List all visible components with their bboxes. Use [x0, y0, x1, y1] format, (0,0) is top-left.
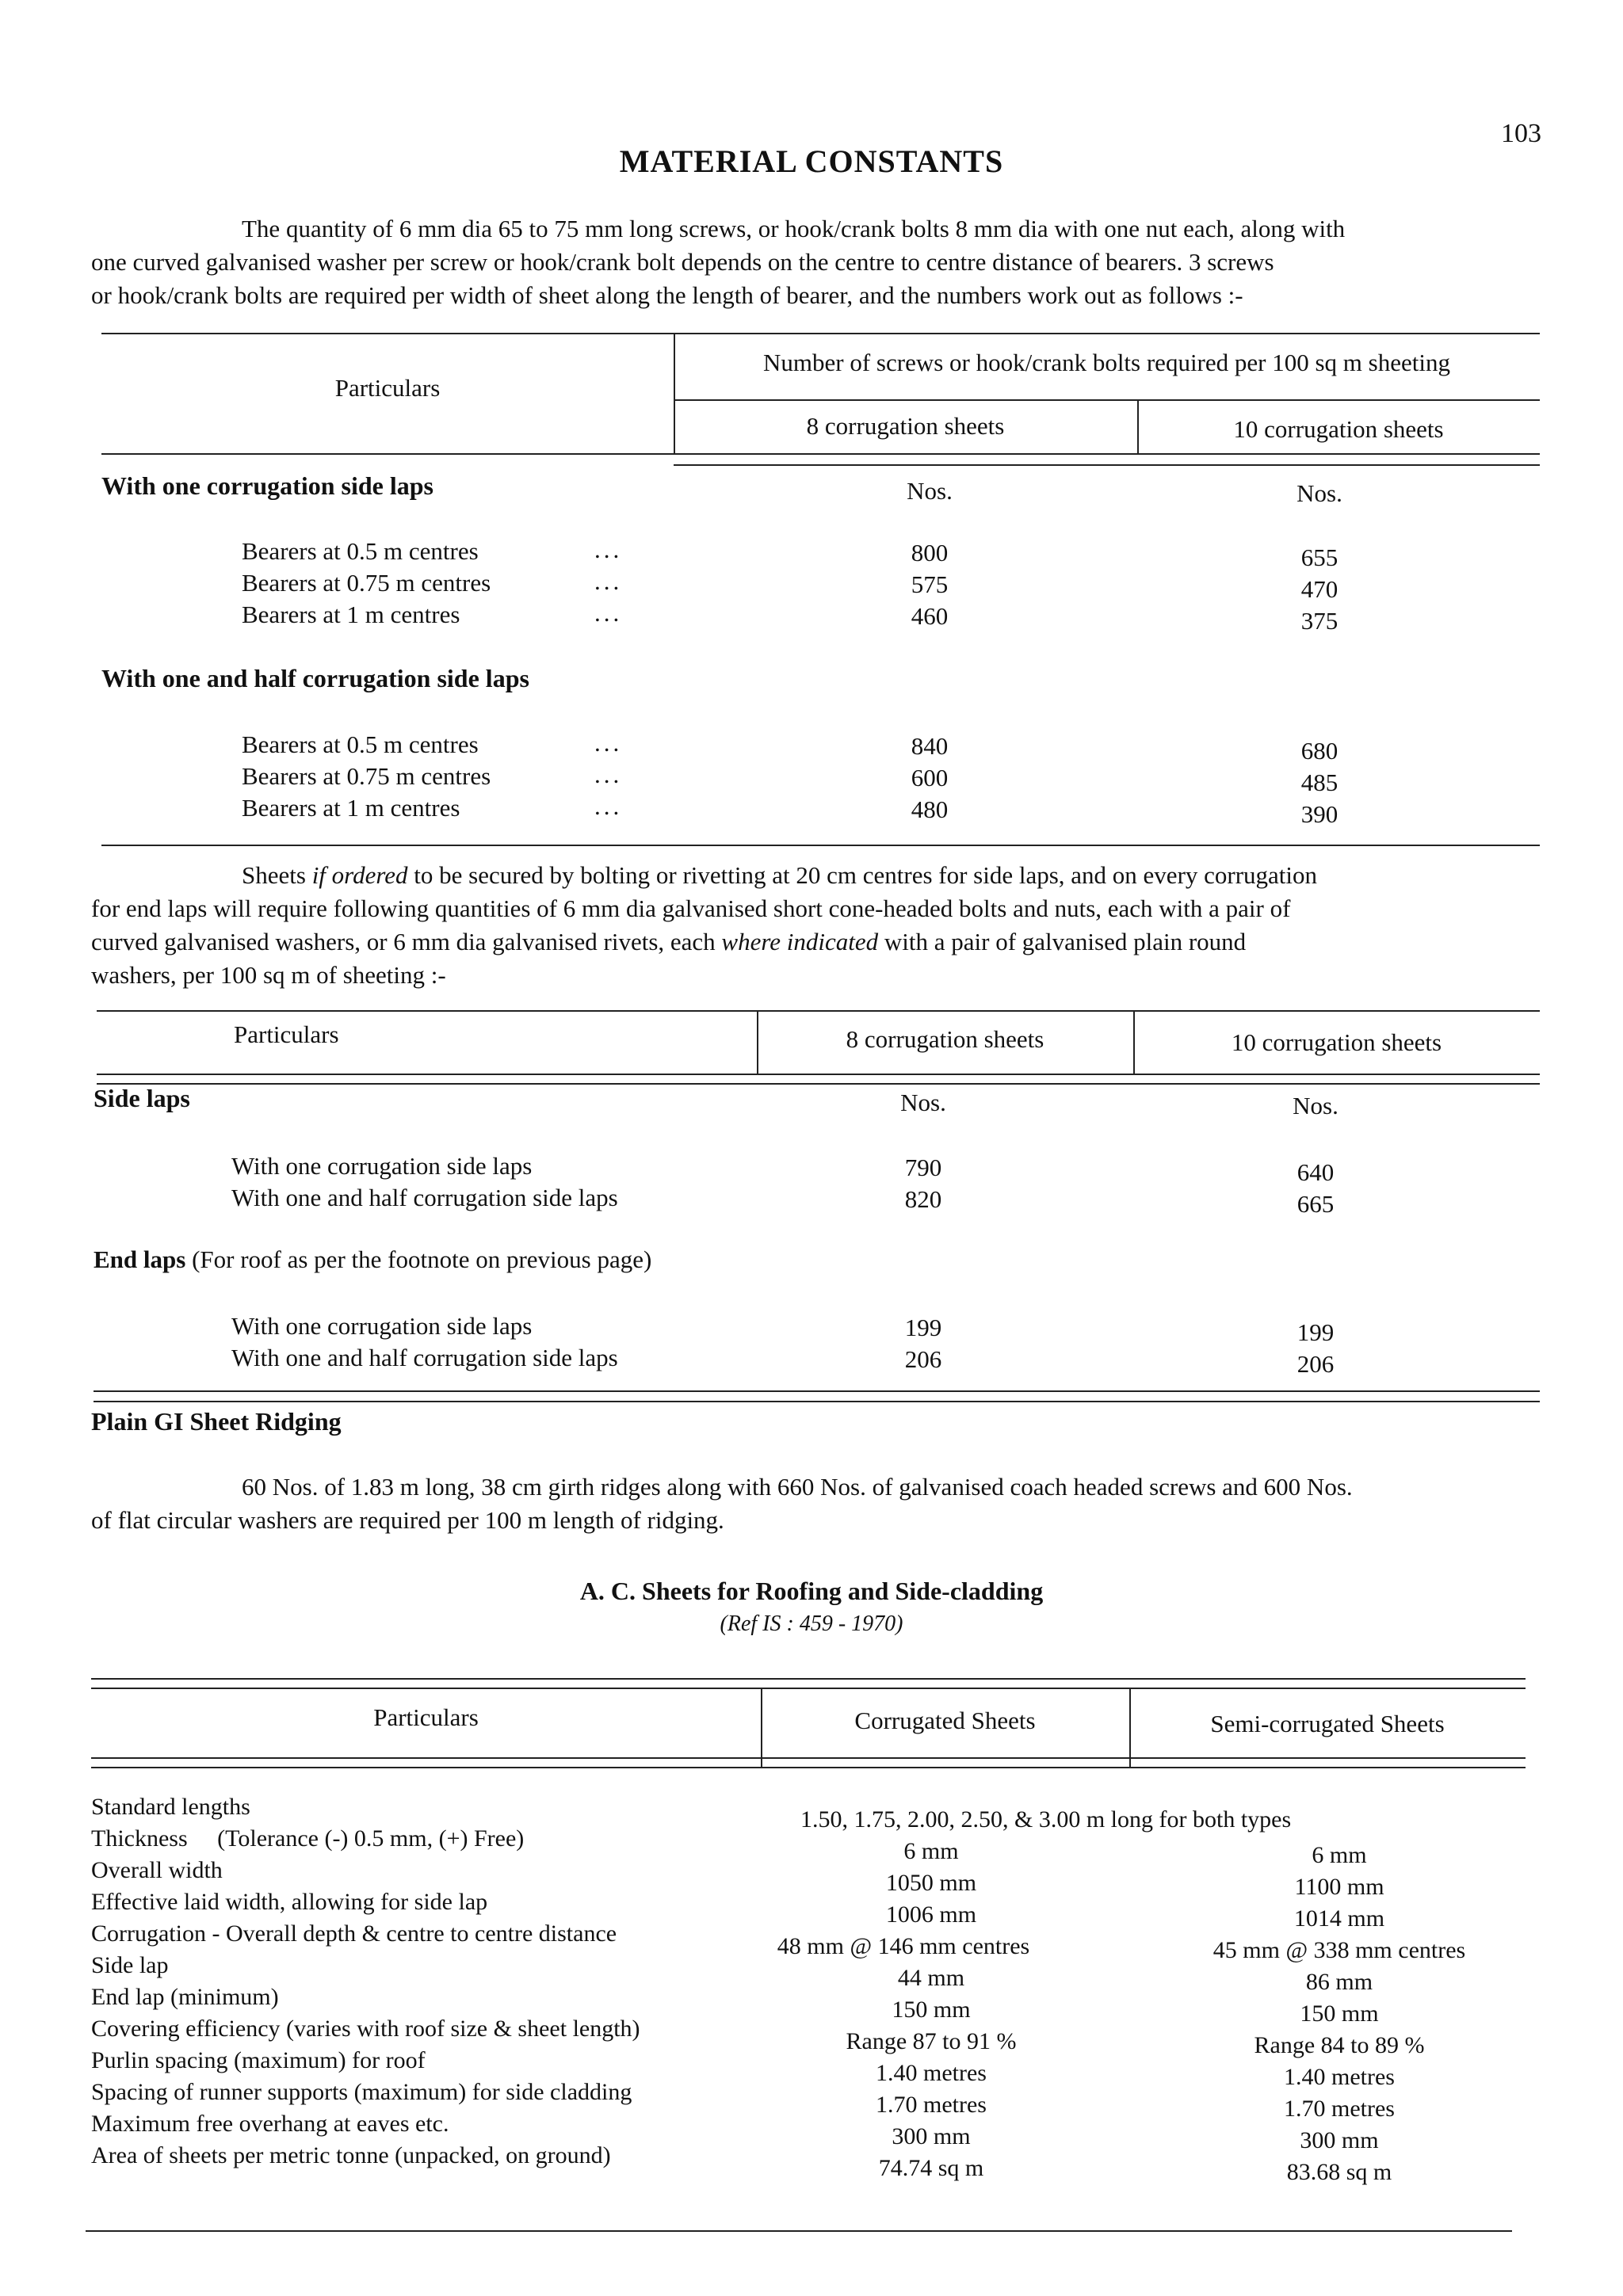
spec-value-col2: 1.40 metres — [1284, 2064, 1395, 2090]
row-label: Bearers at 0.75 m centres — [242, 569, 491, 597]
intro-paragraph — [91, 212, 1541, 312]
row-value-col1: 790 — [904, 1154, 942, 1181]
spec-value-col1: 1006 mm — [885, 1901, 977, 1928]
row-value-col1: 575 — [911, 570, 949, 598]
spec-value-col2: 83.68 sq m — [1286, 2159, 1392, 2185]
page-title: MATERIAL CONSTANTS — [619, 143, 1004, 179]
table2-end-laps-title: End laps — [94, 1245, 186, 1273]
spec-value-col2: 300 mm — [1300, 2127, 1379, 2153]
row-dots: ... — [594, 567, 623, 595]
row-label: With one corrugation side laps — [231, 1312, 533, 1340]
row-dots: ... — [594, 729, 623, 757]
spec-label: End lap (minimum) — [91, 1984, 279, 2010]
spec-label: Side lap — [91, 1952, 169, 1978]
row-value-col1: 199 — [904, 1314, 942, 1341]
spec-label: Maximum free overhang at eaves etc. — [91, 2111, 449, 2137]
row-value-col2: 199 — [1296, 1318, 1335, 1346]
intro-line-3: or hook/crank bolts are required per width of sheet along the length of bearer, and the numbers work out as follows :- — [91, 281, 1243, 309]
para2-line-3: curved galvanised washers, or 6 mm dia galvanised rivets, each where indicated with a pair of galvanised plain round — [91, 928, 1247, 955]
intro-line-1: The quantity of 6 mm dia 65 to 75 mm long screws, or hook/crank bolts 8 mm dia with one nut each, along with — [242, 215, 1346, 242]
spec-value-col1: 1.40 metres — [876, 2060, 987, 2086]
table1-section-1-title: With one corrugation side laps — [101, 471, 433, 500]
row-value-col1: 600 — [911, 764, 949, 791]
spec-value-col2: 45 mm @ 338 mm centres — [1212, 1937, 1466, 1963]
row-value-col2: 375 — [1300, 607, 1338, 635]
spec-value-col2: 1.70 metres — [1284, 2096, 1395, 2122]
spec-value-col1: 1.70 metres — [876, 2092, 987, 2118]
table1-unit-col1: Nos. — [907, 477, 953, 505]
row-label: Bearers at 0.75 m centres — [242, 762, 491, 790]
table1-header-particulars: Particulars — [334, 374, 441, 402]
table2-unit-col2: Nos. — [1293, 1092, 1338, 1119]
ridging-heading: Plain GI Sheet Ridging — [91, 1407, 342, 1436]
row-value-col2: 485 — [1300, 769, 1338, 796]
row-value-col1: 206 — [904, 1345, 942, 1373]
spec-label: Covering efficiency (varies with roof size & sheet length) — [91, 2016, 640, 2042]
row-label: Bearers at 0.5 m centres — [242, 730, 479, 758]
spec-label: Spacing of runner supports (maximum) for side cladding — [91, 2079, 632, 2105]
row-value-col1: 840 — [911, 732, 949, 760]
row-dots: ... — [594, 599, 623, 627]
table2-header-col1: 8 corrugation sheets — [846, 1025, 1044, 1053]
ridging-line-2: of flat circular washers are required per 100 m length of ridging. — [91, 1506, 724, 1534]
page-number: 103 — [1501, 119, 1541, 148]
spec-value-col1: Range 87 to 91 % — [846, 2028, 1017, 2054]
table1-header-group: Number of screws or hook/crank bolts required per 100 sq m sheeting — [763, 349, 1450, 376]
paragraph-2 — [91, 859, 1541, 992]
ac-sheets-reference: (Ref IS : 459 - 1970) — [720, 1611, 903, 1636]
row-label: Bearers at 1 m centres — [242, 601, 460, 628]
ridging-paragraph — [91, 1470, 1541, 1537]
row-dots: ... — [594, 536, 623, 563]
row-value-col2: 390 — [1300, 800, 1338, 828]
table1-header-col2: 10 corrugation sheets — [1233, 415, 1444, 443]
spec-label: Thickness (Tolerance (-) 0.5 mm, (+) Free) — [91, 1825, 525, 1852]
row-value-col2: 655 — [1300, 543, 1338, 571]
row-label: With one and half corrugation side laps — [231, 1344, 618, 1371]
row-dots: ... — [594, 792, 623, 820]
row-dots: ... — [594, 761, 623, 788]
row-value-col1: 480 — [911, 795, 949, 823]
para2-line-2: for end laps will require following quantities of 6 mm dia galvanised short cone-headed bolts and nuts, each with a pair of — [91, 894, 1291, 922]
row-label: With one corrugation side laps — [231, 1152, 533, 1180]
table3-header-particulars: Particulars — [373, 1703, 479, 1731]
table1-unit-col2: Nos. — [1296, 479, 1342, 507]
spec-value-col2: 86 mm — [1305, 1969, 1373, 1995]
para2-line-4: washers, per 100 sq m of sheeting :- — [91, 961, 446, 989]
standard-lengths-label: Standard lengths — [91, 1794, 250, 1820]
spec-value-col1: 48 mm @ 146 mm centres — [777, 1933, 1030, 1959]
table1-header-col1: 8 corrugation sheets — [806, 412, 1005, 440]
para2-line-1: Sheets if ordered to be secured by bolting or rivetting at 20 cm centres for side laps, and on every corrugation — [242, 861, 1318, 889]
table2-header-particulars: Particulars — [234, 1020, 339, 1048]
spec-value-col2: 1100 mm — [1294, 1874, 1384, 1900]
row-label: Bearers at 0.5 m centres — [242, 537, 479, 565]
row-value-col1: 800 — [911, 539, 949, 566]
table2-header-col2: 10 corrugation sheets — [1231, 1028, 1442, 1056]
row-label: Bearers at 1 m centres — [242, 794, 460, 822]
spec-value-col2: 150 mm — [1300, 2000, 1379, 2027]
table2-unit-col1: Nos. — [900, 1089, 946, 1116]
intro-line-2: one curved galvanised washer per screw or hook/crank bolt depends on the centre to centre distance of bearers. 3 screws — [91, 248, 1274, 276]
spec-value-col1: 44 mm — [897, 1965, 965, 1991]
row-value-col2: 640 — [1296, 1158, 1335, 1186]
row-value-col1: 460 — [911, 602, 949, 630]
spec-value-col2: 1014 mm — [1293, 1905, 1385, 1932]
table1-section-2-title: With one and half corrugation side laps — [101, 664, 529, 692]
spec-value-col1: 150 mm — [892, 1997, 971, 2023]
row-value-col1: 820 — [904, 1185, 942, 1213]
spec-label: Corrugation - Overall depth & centre to centre distance — [91, 1920, 617, 1947]
spec-value-col2: Range 84 to 89 % — [1254, 2032, 1425, 2058]
table3-header-col1: Corrugated Sheets — [854, 1707, 1036, 1734]
table2-end-laps-note: (For roof as per the footnote on previous page) — [192, 1245, 652, 1273]
spec-value-col1: 74.74 sq m — [878, 2155, 984, 2181]
table2-side-laps-title: Side laps — [94, 1084, 190, 1112]
spec-value-col1: 1050 mm — [885, 1870, 977, 1896]
spec-label: Overall width — [91, 1857, 223, 1883]
row-value-col2: 206 — [1296, 1350, 1335, 1378]
spec-value-col1: 300 mm — [892, 2123, 971, 2149]
spec-value-col2: 6 mm — [1312, 1842, 1367, 1868]
row-value-col2: 665 — [1296, 1190, 1335, 1218]
row-value-col2: 470 — [1300, 575, 1338, 603]
spec-value-col1: 6 mm — [903, 1838, 959, 1864]
spec-label: Purlin spacing (maximum) for roof — [91, 2047, 426, 2073]
row-label: With one and half corrugation side laps — [231, 1184, 618, 1211]
standard-lengths-value: 1.50, 1.75, 2.00, 2.50, & 3.00 m long for both types — [800, 1806, 1292, 1833]
table3-header-col2: Semi-corrugated Sheets — [1210, 1710, 1445, 1737]
spec-label: Area of sheets per metric tonne (unpacked, on ground) — [91, 2142, 611, 2168]
table2-end-laps — [94, 1244, 651, 1276]
ac-sheets-heading: A. C. Sheets for Roofing and Side-cladding — [579, 1577, 1044, 1605]
ridging-line-1: 60 Nos. of 1.83 m long, 38 cm girth ridges along with 660 Nos. of galvanised coach headed screws and 600 Nos. — [242, 1473, 1353, 1501]
spec-label: Effective laid width, allowing for side lap — [91, 1889, 488, 1915]
row-value-col2: 680 — [1300, 737, 1338, 765]
